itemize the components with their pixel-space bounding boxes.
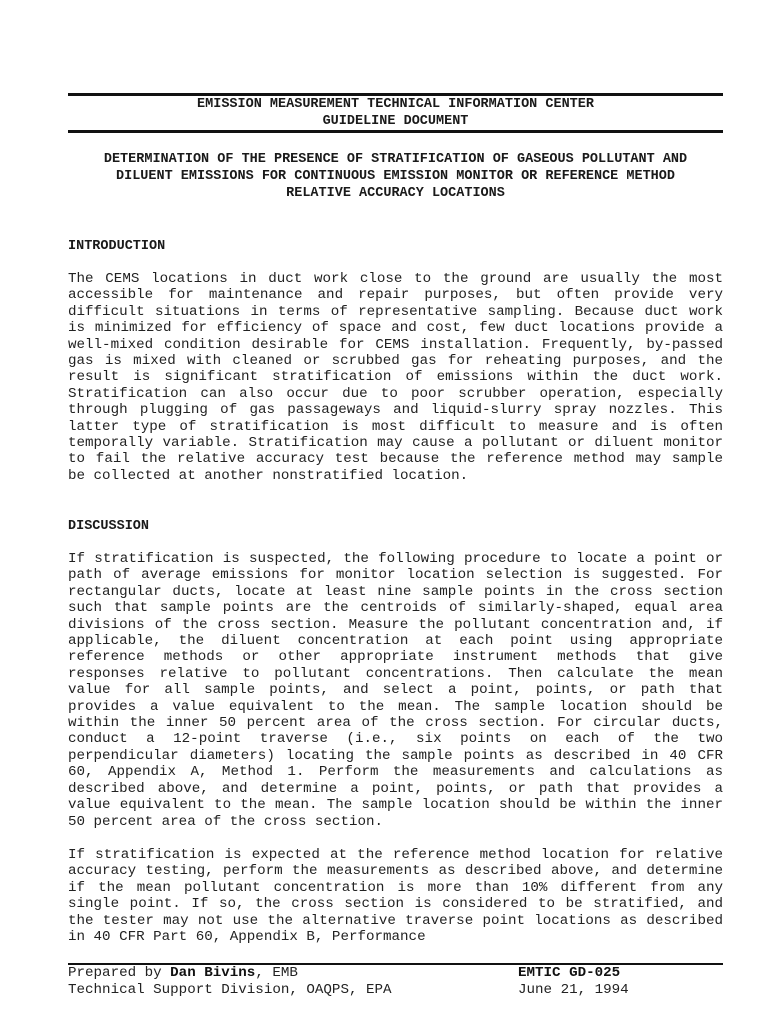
- introduction-heading: INTRODUCTION: [68, 239, 166, 254]
- document-title: [68, 151, 723, 202]
- document-footer: [68, 965, 723, 999]
- title-line-3: RELATIVE ACCURACY LOCATIONS: [286, 186, 505, 201]
- prepared-by: [68, 965, 518, 982]
- author-name: Dan Bivins: [170, 965, 256, 981]
- title-line-1: DETERMINATION OF THE PRESENCE OF STRATIFICATION OF GASEOUS POLLUTANT AND: [103, 152, 688, 167]
- prepared-by-prefix: Prepared by: [68, 965, 171, 981]
- document-date: June 21, 1994: [518, 982, 629, 998]
- header-line-1: EMISSION MEASUREMENT TECHNICAL INFORMATION CENTER: [197, 97, 594, 112]
- discussion-heading: DISCUSSION: [68, 519, 150, 534]
- document-header: [68, 96, 723, 130]
- division-name: Technical Support Division, OAQPS, EPA: [68, 982, 392, 998]
- introduction-paragraph: The CEMS locations in duct work close to the ground are usually the most accessible for maintenance and repair purposes, but often provide very difficult situations in terms of representative sampling. Because duct work is minimized for efficiency of space and cost, few duct locations provide a well-mixed condition desirable for CEMS installation. Frequently, by-passed gas is mixed with cleaned or scrubbed gas for reheating purposes, and the result is significant stratification of emissions within the duct work. Stratification can also occur due to poor scrubber operation, especially through plugging of gas passageways and liquid-slurry spray nozzles. This latter type of stratification is most difficult to measure and is often temporally variable. Stratification may cause a pollutant or diluent monitor to fail the relative accuracy test because the reference method may sample be collected at another nonstratified location.: [68, 271, 723, 484]
- document-page: [68, 0, 723, 1024]
- document-id: EMTIC GD-025: [518, 965, 621, 981]
- header-line-2: GUIDELINE DOCUMENT: [322, 114, 469, 129]
- author-affiliation: , EMB: [255, 965, 298, 981]
- header-bottom-rule: [68, 130, 723, 133]
- discussion-paragraph-2: If stratification is expected at the reference method location for relative accuracy testing, perform the measurements as described above, and determine if the mean pollutant concentration is more than 10% different from any single point. If so, the cross section is considered to be stratified, and the tester may not use the alternative traverse point locations as described in 40 CFR Part 60, Appendix B, Performance: [68, 847, 723, 946]
- discussion-paragraph-1: If stratification is suspected, the following procedure to locate a point or path of average emissions for monitor location selection is suggested. For rectangular ducts, locate at least nine sample points in the cross section such that sample points are the centroids of similarly-shaped, equal area divisions of the cross section. Measure the pollutant concentration and, if applicable, the diluent concentration at each point using appropriate reference methods or other appropriate instrument methods that give responses relative to pollutant concentrations. Then calculate the mean value for all sample points, and select a point, points, or path that provides a value equivalent to the mean. The sample location should be within the inner 50 percent area of the cross section. For circular ducts, conduct a 12-point traverse (i.e., six points on each of the two perpendicular diameters) locating the sample points as described in 40 CFR 60, Appendix A, Method 1. Perform the measurements and calculations as described above, and determine a point, points, or path that provides a value equivalent to the mean. The sample location should be within the inner 50 percent area of the cross section.: [68, 551, 723, 830]
- title-line-2: DILUENT EMISSIONS FOR CONTINUOUS EMISSION MONITOR OR REFERENCE METHOD: [116, 169, 675, 184]
